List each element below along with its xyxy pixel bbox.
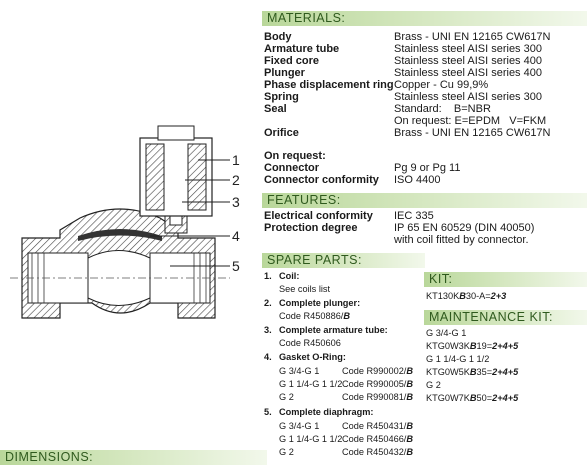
material-value: On request: E=EPDM V=FKM bbox=[394, 115, 547, 127]
material-value: Standard: B=NBR bbox=[394, 103, 491, 115]
material-label: Spring bbox=[264, 91, 299, 103]
spare-parts-title: SPARE PARTS: bbox=[267, 253, 362, 267]
maintenance-kit-header bbox=[424, 310, 587, 325]
spare-item-title: Coil: bbox=[279, 271, 300, 281]
callout-3: 3 bbox=[232, 194, 240, 210]
maintenance-kit-title: MAINTENANCE KIT: bbox=[429, 310, 553, 324]
spare-item-number: 3. bbox=[264, 325, 272, 335]
material-value: Stainless steel AISI series 400 bbox=[394, 55, 542, 67]
material-value: Pg 9 or Pg 11 bbox=[394, 162, 461, 174]
kit-code: KT130KB30-A=2+3 bbox=[426, 291, 507, 301]
materials-header bbox=[262, 11, 587, 26]
maintenance-code: KTG0W3KB19=2+4+5 bbox=[426, 341, 519, 351]
spare-item-code: Code R450606 bbox=[279, 338, 341, 348]
kit-title: KIT: bbox=[429, 272, 453, 286]
material-label: Phase displacement ring bbox=[264, 79, 394, 91]
material-label: Fixed core bbox=[264, 55, 320, 67]
material-label: Connector bbox=[264, 162, 319, 174]
features-title: FEATURES: bbox=[267, 193, 341, 207]
material-value: Brass - UNI EN 12165 CW617N bbox=[394, 31, 551, 43]
spare-code: Code R990005/B bbox=[342, 379, 414, 389]
maintenance-code: KTG0W7KB50=2+4+5 bbox=[426, 393, 519, 403]
maintenance-size: G 1 1/4-G 1 1/2 bbox=[426, 354, 490, 364]
spare-item-number: 5. bbox=[264, 407, 272, 417]
spare-item-code: Code R450886/B bbox=[279, 311, 351, 321]
valve-cross-section-drawing bbox=[0, 118, 262, 348]
spare-code: Code R450466/B bbox=[342, 434, 414, 444]
spare-size: G 1 1/4-G 1 1/2 bbox=[279, 379, 343, 389]
material-label: Body bbox=[264, 31, 292, 43]
feature-value: with coil fitted by connector. bbox=[394, 234, 529, 246]
features-header bbox=[262, 193, 587, 208]
spare-size: G 3/4-G 1 bbox=[279, 421, 320, 431]
feature-label: Protection degree bbox=[264, 222, 358, 234]
spare-item-number: 2. bbox=[264, 298, 272, 308]
spare-code: Code R450431/B bbox=[342, 421, 414, 431]
callout-1: 1 bbox=[232, 152, 240, 168]
callout-2: 2 bbox=[232, 172, 240, 188]
feature-value: IP 65 EN 60529 (DIN 40050) bbox=[394, 222, 535, 234]
spare-size: G 2 bbox=[279, 447, 294, 457]
callout-5: 5 bbox=[232, 258, 240, 274]
dimensions-header bbox=[0, 450, 267, 465]
maintenance-size: G 2 bbox=[426, 380, 441, 390]
dimensions-title: DIMENSIONS: bbox=[5, 450, 94, 464]
spare-item-title: Complete diaphragm: bbox=[279, 407, 374, 417]
material-value: Stainless steel AISI series 400 bbox=[394, 67, 542, 79]
spare-item-line: See coils list bbox=[279, 284, 331, 294]
material-value: Stainless steel AISI series 300 bbox=[394, 91, 542, 103]
maintenance-size: G 3/4-G 1 bbox=[426, 328, 467, 338]
spare-code: Code R450432/B bbox=[342, 447, 414, 457]
maintenance-code: KTG0W5KB35=2+4+5 bbox=[426, 367, 519, 377]
spare-item-number: 4. bbox=[264, 352, 272, 362]
on-request-title: On request: bbox=[264, 150, 326, 162]
spare-code: Code R990002/B bbox=[342, 366, 414, 376]
spare-size: G 3/4-G 1 bbox=[279, 366, 320, 376]
material-value: ISO 4400 bbox=[394, 174, 441, 186]
material-label: Connector conformity bbox=[264, 174, 379, 186]
material-label: Armature tube bbox=[264, 43, 340, 55]
feature-label: Electrical conformity bbox=[264, 210, 373, 222]
spare-code: Code R990081/B bbox=[342, 392, 414, 402]
spare-size: G 2 bbox=[279, 392, 294, 402]
materials-title: MATERIALS: bbox=[267, 11, 346, 25]
spare-parts-header bbox=[262, 253, 425, 268]
material-value: Copper - Cu 99,9% bbox=[394, 79, 489, 91]
material-value: Stainless steel AISI series 300 bbox=[394, 43, 542, 55]
feature-value: IEC 335 bbox=[394, 210, 434, 222]
kit-header bbox=[424, 272, 587, 287]
spare-item-title: Gasket O-Ring: bbox=[279, 352, 346, 362]
callout-4: 4 bbox=[232, 228, 240, 244]
material-value: Brass - UNI EN 12165 CW617N bbox=[394, 127, 551, 139]
spare-item-title: Complete plunger: bbox=[279, 298, 361, 308]
spare-item-number: 1. bbox=[264, 271, 272, 281]
spare-item-title: Complete armature tube: bbox=[279, 325, 388, 335]
material-label: Seal bbox=[264, 103, 287, 115]
material-label: Plunger bbox=[264, 67, 305, 79]
material-label: Orifice bbox=[264, 127, 299, 139]
spare-size: G 1 1/4-G 1 1/2 bbox=[279, 434, 343, 444]
